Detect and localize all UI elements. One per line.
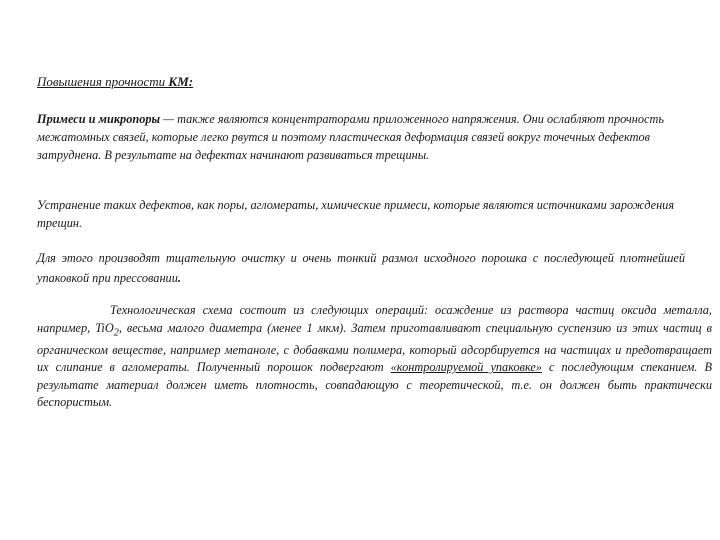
formula-subscript: 2 xyxy=(113,327,119,339)
paragraph-technology-scheme xyxy=(37,302,712,412)
paragraph-technology-part3: с последующим спеканием. В результате материал должен иметь плотность, совпадающую с теоретической, т.е. он должен быть практически беспористым. xyxy=(37,360,712,410)
paragraph-technology-part2: , весьма малого диаметра (менее 1 мкм). Затем приготавливают специальную суспензию из этих частиц в органическом веществе, например метаноле, с добавками полимера, который адсорбируется на частицах и предотвращает их слипание в агломераты. Полученный порошок подвергают xyxy=(37,320,712,375)
paragraph-cleaning-text: Для этого производят тщательную очистку и очень тонкий размол исходного порошка с последующей плотнейшей упаковкой при прессовании xyxy=(37,251,685,285)
paragraph-cleaning-end: . xyxy=(177,271,181,285)
paragraph-impurities-term: Примеси и микропоры xyxy=(37,112,161,126)
paragraph-technology-part1: Технологическая схема состоит из следующих операций: осаждение из раствора частиц оксида металла, например, TiO xyxy=(37,303,712,335)
paragraph-impurities xyxy=(37,110,685,164)
controlled-packing-term: «контролируемой упаковке» xyxy=(390,360,543,375)
paragraph-impurities-text: — также являются концентраторами приложенного напряжения. Они ослабляют прочность межатомных связей, которые легко рвутся и поэтому пластическая деформация связей вокруг точечных дефектов затруднена. В результате на дефектах начинают развиваться трещины. xyxy=(37,112,664,162)
paragraph-cleaning xyxy=(37,248,685,288)
heading-bold: КМ: xyxy=(168,74,194,89)
heading-text: Повышения прочности xyxy=(37,74,169,89)
paragraph-defect-removal xyxy=(37,196,685,232)
heading xyxy=(37,74,193,90)
paragraph-defect-removal-text: Устранение таких дефектов, как поры, агломераты, химические примеси, которые являются источниками зарождения трещин. xyxy=(37,198,675,230)
